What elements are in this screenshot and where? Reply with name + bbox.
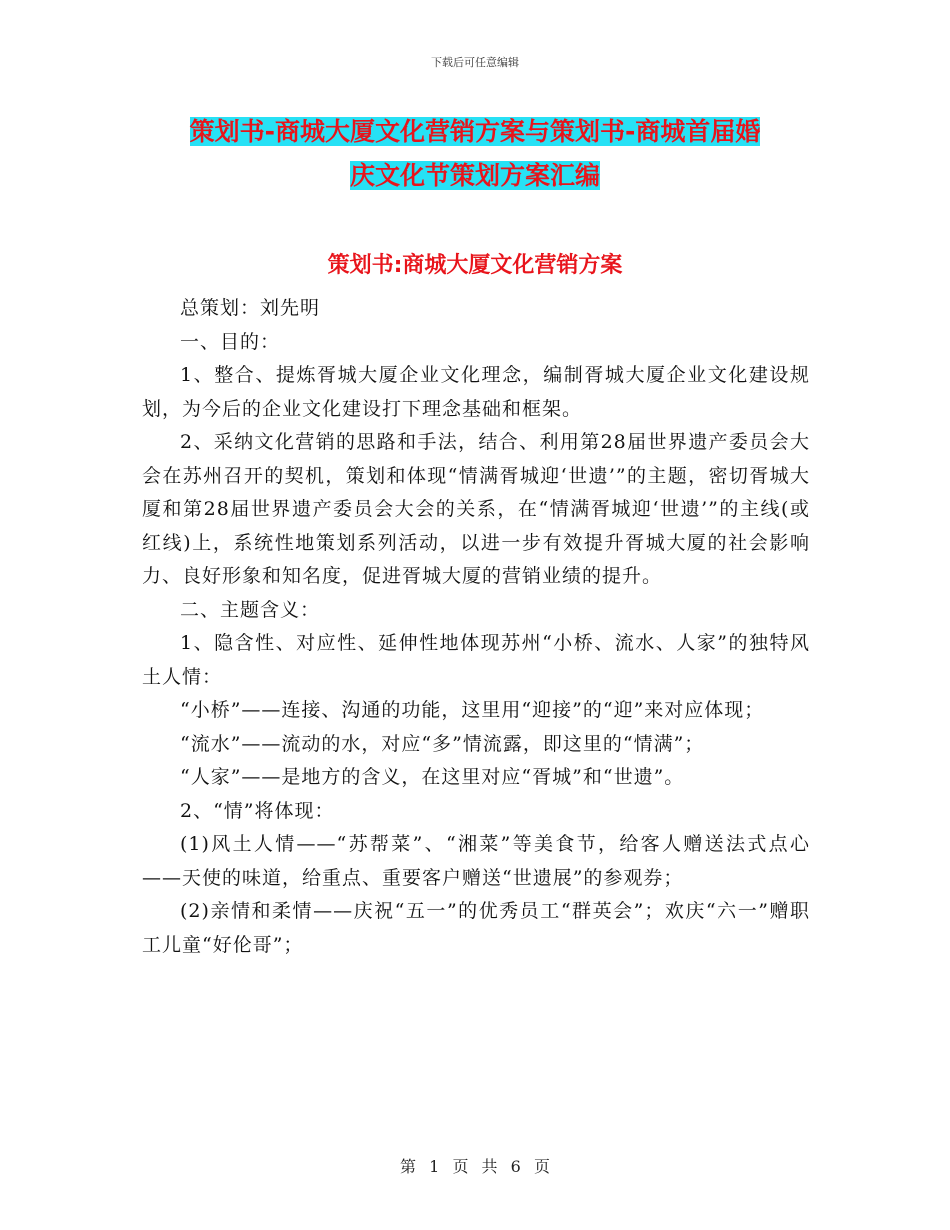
page-footer (0, 1154, 950, 1177)
document-title-line-1: 策划书-商城大厦文化营销方案与策划书-商城首届婚 (189, 117, 761, 146)
footer-page-unit: 页 (452, 1157, 469, 1176)
heading-theme: 二、主题含义： (180, 598, 321, 621)
paragraph-water: “流水”——流动的水，对应“多”情流露，即这里的“情满”； (180, 732, 705, 755)
footer-prefix: 第 (400, 1157, 417, 1176)
paragraph-family-affection: (2)亲情和柔情——庆祝“五一”的优秀员工“群英会”；欢庆“六一”赠职工儿童“好伦哥”； (142, 900, 810, 956)
heading-purpose: 一、目的： (180, 330, 281, 353)
footer-page-number: 1 (429, 1157, 440, 1176)
paragraph-purpose-2: 2、采纳文化营销的思路和手法，结合、利用第28届世界遗产委员会大会在苏州召开的契机，策划和体现“情满胥城迎‘世遗’”的主题，密切胥城大厦和第28届世界遗产委员会大会的关系，在“情满胥城迎‘世遗’”的主线(或红线)上，系统性地策划系列活动，以进一步有效提升胥城大厦的社会影响力、良好形象和知名度，促进胥城大厦的营销业绩的提升。 (142, 431, 810, 587)
document-title (130, 110, 820, 198)
section-title: 策划书:商城大厦文化营销方案 (327, 253, 623, 278)
footer-total-prefix: 共 (481, 1157, 498, 1176)
paragraph-people: “人家”——是地方的含义，在这里对应“胥城”和“世遗”。 (180, 766, 685, 788)
paragraph-bridge: “小桥”——连接、沟通的功能，这里用“迎接”的“迎”来对应体现； (180, 699, 765, 721)
footer-total-pages: 6 (510, 1157, 521, 1176)
document-body (142, 292, 810, 962)
header-note: 下载后可任意编辑 (431, 56, 519, 69)
paragraph-purpose-1: 1、整合、提炼胥城大厦企业文化理念，编制胥城大厦企业文化建设规划，为今后的企业文化建设打下理念基础和框架。 (142, 364, 810, 420)
footer-total-unit: 页 (533, 1157, 550, 1176)
paragraph-local-customs: (1)风土人情——“苏帮菜”、“湘菜”等美食节，给客人赠送法式点心——天使的味道，给重点、重要客户赠送“世遗展”的参观券； (142, 833, 810, 889)
document-title-line-2: 庆文化节策划方案汇编 (349, 161, 600, 190)
paragraph-theme-1: 1、隐含性、对应性、延伸性地体现苏州“小桥、流水、人家”的独特风土人情： (142, 632, 810, 688)
paragraph-planner: 总策划：刘先明 (180, 297, 321, 319)
paragraph-theme-2: 2、“情”将体现： (180, 799, 335, 822)
